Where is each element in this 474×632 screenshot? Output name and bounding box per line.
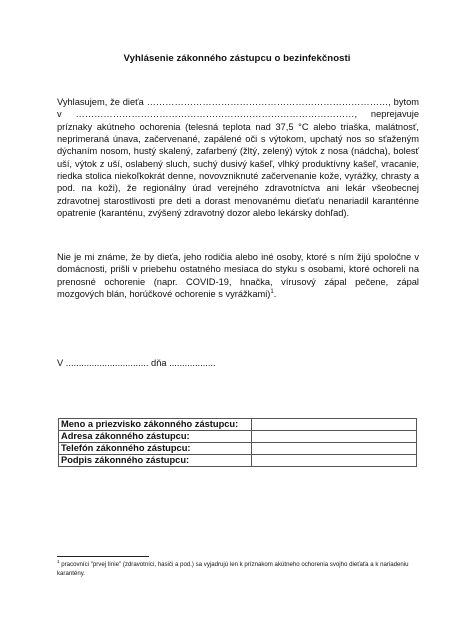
name-field[interactable] <box>252 419 417 431</box>
table-row <box>59 431 417 443</box>
phone-field[interactable] <box>252 443 417 455</box>
declaration-paragraph: Vyhlasujem, že dieťa ……………………………………………………………………, bytom v ………………………………………………………………………………, neprejavuje príznaky akútneho ochorenia (telesná teplota nad 37,5 °C alebo triaška, malátnosť, neprimeraná únava, začervenané, zapálené oči s výtokom, upchatý nos so sťaženým dýchaním nosom, hustý skalený, zafarbený (žltý, zelený) výtok z nosa (nádcha), bolesť uší, výtok z uší, oslabený sluch, suchý dusivý kašeľ, vlhký produktívny kašeľ, vracanie, riedka stolica niekoľkokrát denne, novovzniknuté začervenanie kože, vyrážky, chrasty a pod. na koži), že regionálny úrad verejného zdravotníctva ani lekár všeobecnej zdravotnej starostlivosti pre deti a dorast menovanému dieťaťu nenariadil karanténne opatrenie (karanténu, zvýšený zdravotný dozor alebo lekársky dohľad). <box>57 97 419 219</box>
table-row <box>59 443 417 455</box>
footnote-text: pracovníci "prvej línie" (zdravotníci, hasiči a pod.) sa vyjadrujú len k príznakom akútneho ochorenia svojho dieťaťa a k nariadeniu karantény. <box>57 561 409 577</box>
footnote-separator <box>57 556 149 557</box>
footnote <box>57 558 429 579</box>
phone-label: Telefón zákonného zástupcu: <box>59 443 252 455</box>
footnote-mark: 1 <box>57 558 60 564</box>
signature-field[interactable] <box>252 455 417 467</box>
contact-statement-text: Nie je mi známe, že by dieťa, jeho rodičia alebo iné osoby, ktoré s ním žijú spoločne v domácnosti, prišli v priebehu ostatného mesiaca do styku s osobami, ktoré ochoreli na prenosné ochorenie (napr. COVID-19, hnačka, vírusový zápal pečene, zápal mozgových blán, horúčkové ochorenie s vyrážkami) <box>57 252 419 300</box>
footnote-reference: 1 <box>270 288 274 295</box>
contact-statement-paragraph <box>57 251 419 300</box>
table-row <box>59 419 417 431</box>
legal-representative-table <box>58 418 417 467</box>
document-title: Vyhlásenie zákonného zástupcu o bezinfekčnosti <box>123 53 351 64</box>
place-date-line: V ................................ dňa .................. <box>57 358 216 368</box>
address-label: Adresa zákonného zástupcu: <box>59 431 252 443</box>
table-row <box>59 455 417 467</box>
address-field[interactable] <box>252 431 417 443</box>
contact-statement-end: . <box>273 289 277 300</box>
signature-label: Podpis zákonného zástupcu: <box>59 455 252 467</box>
name-label: Meno a priezvisko zákonného zástupcu: <box>59 419 252 431</box>
